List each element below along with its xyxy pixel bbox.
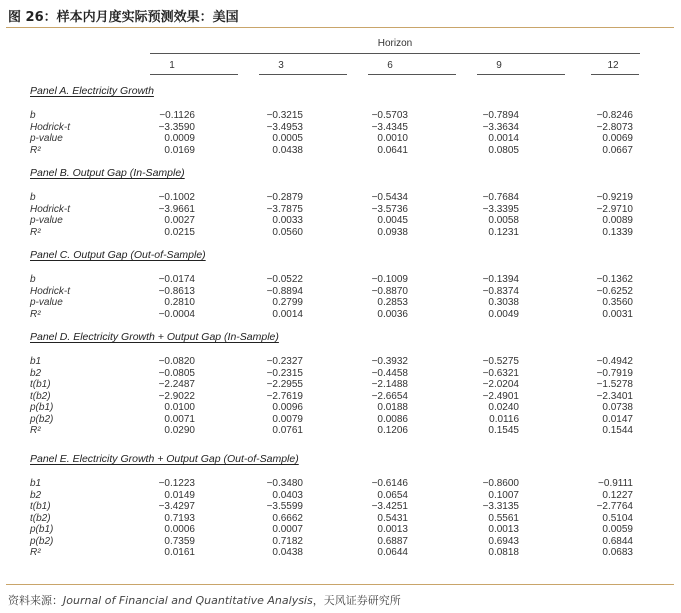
table-cell: 0.0059 — [602, 524, 633, 535]
column-rule — [150, 74, 238, 75]
row-label: R² — [30, 144, 41, 156]
table-cell: 0.1231 — [488, 226, 519, 238]
panel-title: Panel D. Electricity Growth + Output Gap (In-Sample) — [30, 331, 279, 343]
table-cell: −0.2315 — [266, 367, 303, 379]
table-cell: −0.5275 — [482, 356, 519, 367]
table-cell: 0.0683 — [602, 547, 633, 558]
table-cell: −2.3401 — [596, 390, 633, 402]
table-cell: −0.8600 — [482, 478, 519, 489]
table-cell: −0.7919 — [596, 367, 633, 379]
table-cell: 0.0014 — [488, 133, 519, 144]
horizon-rule — [150, 53, 640, 54]
table-cell: 0.6943 — [488, 535, 519, 547]
table-row — [0, 490, 681, 501]
table-cell: 0.0006 — [164, 524, 195, 535]
row-label: b — [30, 274, 36, 285]
table-cell: 0.0805 — [488, 144, 519, 156]
table-cell: −1.5278 — [596, 379, 633, 390]
table-cell: 0.0007 — [272, 524, 303, 535]
column-header-1: 1 — [169, 60, 175, 71]
table-cell: −0.5703 — [371, 110, 408, 121]
top-rule — [6, 27, 674, 28]
table-cell: −0.6252 — [596, 285, 633, 297]
table-row — [0, 356, 681, 367]
table-row — [0, 215, 681, 226]
table-cell: −2.9710 — [596, 203, 633, 215]
table-cell: −3.7875 — [266, 203, 303, 215]
table-cell: −0.0522 — [266, 274, 303, 285]
table-cell: 0.0438 — [272, 144, 303, 156]
table-cell: −0.5434 — [371, 192, 408, 203]
table-cell: −0.3932 — [371, 356, 408, 367]
table-cell: 0.0215 — [164, 226, 195, 238]
table-row — [0, 286, 681, 297]
panel-title: Panel B. Output Gap (In-Sample) — [30, 167, 185, 179]
table-cell: −0.8894 — [266, 285, 303, 297]
row-label: t(b2) — [30, 512, 51, 524]
table-cell: 0.3038 — [488, 297, 519, 308]
row-label: t(b1) — [30, 379, 51, 390]
table-row — [0, 145, 681, 156]
table-cell: 0.0938 — [377, 226, 408, 238]
row-label: R² — [30, 308, 41, 320]
table-cell: −0.2879 — [266, 192, 303, 203]
row-label: p(b2) — [30, 535, 54, 547]
table-cell: −3.3634 — [482, 121, 519, 133]
table-cell: 0.1007 — [488, 489, 519, 501]
table-cell: −0.4942 — [596, 356, 633, 367]
table-cell: 0.0644 — [377, 547, 408, 558]
row-label: b2 — [30, 489, 42, 501]
table-cell: 0.0089 — [602, 215, 633, 226]
table-cell: −2.0204 — [482, 379, 519, 390]
table-cell: −0.1223 — [158, 478, 195, 489]
table-cell: 0.0290 — [164, 425, 195, 436]
table-cell: 0.6662 — [272, 512, 303, 524]
table-cell: 0.0013 — [377, 524, 408, 535]
table-cell: 0.0116 — [489, 413, 519, 425]
table-cell: −0.1002 — [158, 192, 195, 203]
row-label: Hodrick-t — [30, 285, 71, 297]
source-prefix: 资料来源： — [8, 594, 63, 607]
row-label: p-value — [30, 215, 63, 226]
table-cell: 0.0403 — [272, 489, 303, 501]
bottom-rule — [6, 584, 674, 585]
table-cell: 0.0033 — [272, 215, 303, 226]
table-cell: −2.9022 — [158, 390, 195, 402]
table-cell: 0.5431 — [377, 512, 408, 524]
table-cell: 0.0027 — [164, 215, 195, 226]
table-cell: −0.0004 — [158, 308, 195, 320]
table-row — [0, 192, 681, 203]
table-cell: 0.0079 — [272, 413, 303, 425]
table-row — [0, 379, 681, 390]
table-cell: 0.0169 — [164, 144, 195, 156]
table-cell: 0.0036 — [377, 308, 408, 320]
column-header-9: 9 — [496, 60, 502, 71]
table-cell: 0.0641 — [377, 144, 408, 156]
panel-title: Panel C. Output Gap (Out-of-Sample) — [30, 249, 206, 261]
table-cell: −0.1362 — [596, 274, 633, 285]
table-cell: −0.2327 — [266, 356, 303, 367]
table-cell: 0.0010 — [377, 133, 408, 144]
table-cell: 0.0188 — [377, 402, 408, 413]
table-cell: −3.5599 — [266, 501, 303, 512]
row-label: p(b1) — [30, 402, 54, 413]
table-cell: −3.4345 — [371, 121, 408, 133]
table-cell: 0.0049 — [488, 308, 519, 320]
table-cell: −0.6321 — [482, 367, 519, 379]
table-row — [0, 110, 681, 121]
table-cell: 0.0058 — [488, 215, 519, 226]
table-row — [0, 391, 681, 402]
table-row — [0, 547, 681, 558]
table-cell: 0.0240 — [488, 402, 519, 413]
column-rule — [259, 74, 347, 75]
table-cell: 0.0161 — [164, 547, 195, 558]
table-cell: −0.8870 — [371, 285, 408, 297]
table-row — [0, 133, 681, 144]
table-cell: 0.2853 — [377, 297, 408, 308]
table-cell: 0.0149 — [164, 489, 195, 501]
table-row — [0, 513, 681, 524]
table-cell: 0.0560 — [272, 226, 303, 238]
table-row — [0, 297, 681, 308]
column-header-3: 3 — [278, 60, 284, 71]
row-label: Hodrick-t — [30, 203, 71, 215]
table-cell: 0.0818 — [488, 547, 519, 558]
table-cell: −3.4953 — [266, 121, 303, 133]
table-row — [0, 478, 681, 489]
table-cell: −0.8246 — [596, 110, 633, 121]
table-cell: 0.0045 — [377, 215, 408, 226]
row-label: b2 — [30, 367, 42, 379]
table-cell: 0.0031 — [602, 308, 633, 320]
table-cell: −0.0820 — [158, 356, 195, 367]
table-cell: 0.7193 — [164, 512, 195, 524]
table-cell: 0.3560 — [602, 297, 633, 308]
table-cell: −0.8374 — [482, 285, 519, 297]
table-cell: −0.7894 — [482, 110, 519, 121]
table-cell: 0.0071 — [164, 413, 195, 425]
table-cell: 0.0014 — [272, 308, 303, 320]
table-cell: 0.1339 — [602, 226, 633, 238]
table-cell: −0.3215 — [266, 110, 303, 121]
table-cell: −2.1488 — [371, 379, 408, 390]
table-cell: 0.0009 — [164, 133, 195, 144]
table-cell: −0.4458 — [371, 367, 408, 379]
table-cell: −0.3480 — [266, 478, 303, 489]
row-label: R² — [30, 226, 41, 238]
table-cell: 0.0654 — [377, 489, 408, 501]
row-label: b1 — [30, 478, 42, 489]
row-label: p-value — [30, 297, 63, 308]
table-row — [0, 414, 681, 425]
table-cell: −2.6654 — [371, 390, 408, 402]
source-suffix: ，天风证券研究所 — [312, 594, 401, 607]
table-cell: 0.0147 — [602, 413, 633, 425]
table-cell: 0.6887 — [377, 535, 408, 547]
table-cell: −0.1009 — [371, 274, 408, 285]
table-cell: 0.1545 — [488, 425, 519, 436]
table-cell: −0.9111 — [598, 478, 633, 489]
table-cell: −3.4251 — [371, 501, 408, 512]
row-label: p(b2) — [30, 413, 54, 425]
table-cell: 0.7359 — [164, 535, 195, 547]
table-row — [0, 425, 681, 436]
table-row — [0, 402, 681, 413]
column-header-6: 6 — [387, 60, 393, 71]
table-cell: 0.6844 — [602, 535, 633, 547]
row-label: t(b2) — [30, 390, 51, 402]
row-label: b — [30, 192, 36, 203]
table-cell: 0.0096 — [272, 402, 303, 413]
column-rule — [591, 74, 639, 75]
table-cell: 0.0100 — [164, 402, 195, 413]
column-rule — [477, 74, 565, 75]
table-cell: −2.8073 — [596, 121, 633, 133]
table-cell: 0.0761 — [272, 425, 303, 436]
table-cell: 0.0738 — [602, 402, 633, 413]
row-label: p-value — [30, 133, 63, 144]
table-cell: 0.0069 — [602, 133, 633, 144]
table-cell: 0.7182 — [272, 535, 303, 547]
row-label: R² — [30, 425, 41, 436]
table-cell: 0.1544 — [602, 425, 633, 436]
table-cell: −0.1126 — [159, 110, 195, 121]
table-cell: −0.0805 — [158, 367, 195, 379]
table-cell: −0.8613 — [158, 285, 195, 297]
table-cell: −3.9661 — [158, 203, 195, 215]
table-row — [0, 524, 681, 535]
table-cell: −0.9219 — [596, 192, 633, 203]
table-row — [0, 501, 681, 512]
panel-title: Panel E. Electricity Growth + Output Gap (Out-of-Sample) — [30, 453, 299, 465]
table-cell: −2.7619 — [266, 390, 303, 402]
source-note — [8, 592, 401, 608]
table-cell: 0.5561 — [488, 512, 519, 524]
table-row — [0, 368, 681, 379]
row-label: t(b1) — [30, 501, 51, 512]
table-cell: −2.4901 — [482, 390, 519, 402]
table-cell: −3.3395 — [482, 203, 519, 215]
table-cell: 0.0013 — [488, 524, 519, 535]
table-cell: −3.4297 — [158, 501, 195, 512]
table-cell: 0.0667 — [602, 144, 633, 156]
horizon-header: Horizon — [377, 38, 413, 49]
panel-title: Panel A. Electricity Growth — [30, 85, 154, 97]
table-cell: 0.1206 — [377, 425, 408, 436]
table-cell: −0.1394 — [482, 274, 519, 285]
table-cell: 0.0005 — [272, 133, 303, 144]
table-row — [0, 309, 681, 320]
table-row — [0, 227, 681, 238]
table-cell: 0.2799 — [272, 297, 303, 308]
row-label: R² — [30, 547, 41, 558]
row-label: p(b1) — [30, 524, 54, 535]
table-cell: 0.2810 — [164, 297, 195, 308]
table-cell: −2.7764 — [596, 501, 633, 512]
source-journal: Journal of Financial and Quantitative Analysis — [63, 594, 313, 607]
row-label: b1 — [30, 356, 42, 367]
table-cell: −3.5736 — [371, 203, 408, 215]
table-row — [0, 122, 681, 133]
table-cell: 0.0438 — [272, 547, 303, 558]
figure-title: 图 26：样本内月度实际预测效果：美国 — [8, 10, 239, 25]
table-cell: −2.2955 — [266, 379, 303, 390]
table-cell: −0.0174 — [158, 274, 195, 285]
table-row — [0, 536, 681, 547]
table-cell: −3.3135 — [482, 501, 519, 512]
table-cell: −0.7684 — [482, 192, 519, 203]
table-cell: 0.5104 — [602, 512, 633, 524]
table-row — [0, 274, 681, 285]
table-row — [0, 204, 681, 215]
table-cell: −3.3590 — [158, 121, 195, 133]
table-cell: 0.0086 — [377, 413, 408, 425]
column-rule — [368, 74, 456, 75]
table-cell: 0.1227 — [602, 489, 633, 501]
row-label: b — [30, 110, 36, 121]
row-label: Hodrick-t — [30, 121, 71, 133]
table-cell: −0.6146 — [371, 478, 408, 489]
column-header-12: 12 — [607, 60, 619, 71]
table-cell: −2.2487 — [158, 379, 195, 390]
